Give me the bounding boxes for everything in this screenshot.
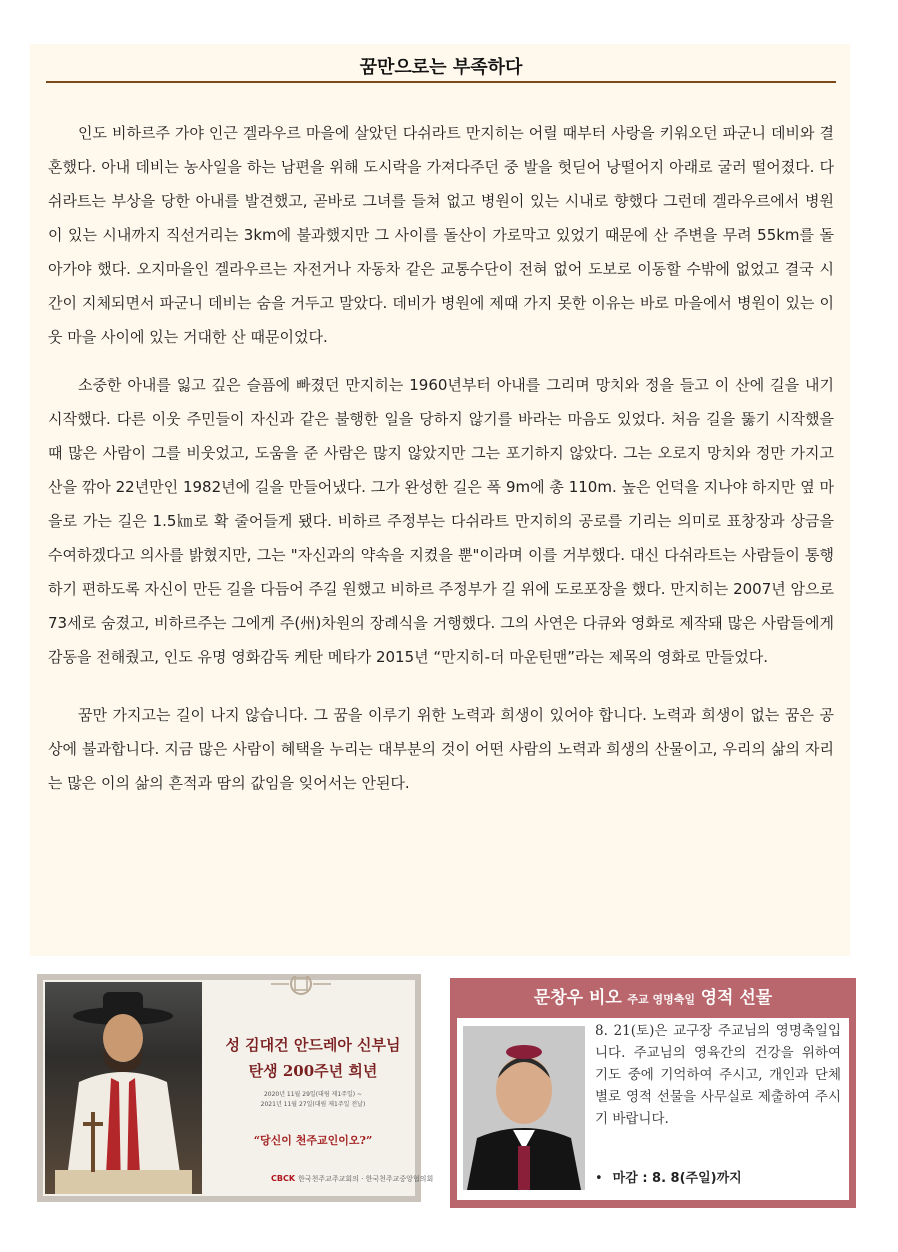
deadline-text: 마감 : 8. 8(주일)까지 — [612, 1171, 742, 1186]
deadline — [595, 1168, 845, 1190]
notice-body — [457, 1018, 849, 1200]
deadline-bullet: • — [595, 1171, 603, 1186]
feast-day-notice — [450, 978, 856, 1208]
bishop-figure-icon — [463, 1026, 585, 1190]
bishop-photo-image — [463, 1026, 585, 1190]
poster-title — [218, 1032, 408, 1084]
notice-gift: 영적 선물 — [700, 988, 773, 1008]
article-body — [48, 116, 834, 814]
saint-portrait-image — [45, 982, 202, 1194]
poster-panel — [43, 980, 434, 1196]
cbck-mark: CBCK — [271, 1174, 296, 1183]
paragraph-3: 꿈만 가지고는 길이 나지 않습니다. 그 꿈을 이루기 위한 노력과 희생이 있어야 합니다. 노력과 희생이 없는 꿈은 공상에 불과합니다. 지금 많은 사람이 혜택을 누리는 대부분의 것이 어떤 사람의 노력과 희생의 산물이고, 우리의 삶의 자리는 많은 이의 삶의 흔적과 땀의 값임을 잊어서는 안된다. — [48, 706, 834, 792]
title-divider — [46, 81, 836, 83]
jubilee-poster — [37, 974, 434, 1202]
notice-header — [450, 978, 856, 1018]
bishop-name: 문창우 비오 — [533, 988, 622, 1008]
notice-message: 8. 21(토)은 교구장 주교님의 영명축일입니다. 주교님의 영육간의 건강을 위하여 기도 중에 기억하여 주시고, 개인과 단체별로 영적 선물을 사무실로 제출하여 주시기 바랍니다. — [595, 1023, 841, 1127]
poster-dates — [218, 1090, 408, 1110]
paragraph-2: 소중한 아내를 잃고 깊은 슬픔에 빠졌던 만지히는 1960년부터 아내를 그리며 망치와 정을 들고 이 산에 길을 내기 시작했다. 다른 이웃 주민들이 자신과 같은 불행한 일을 당하지 않기를 바라는 마음도 있었다. 처음 길을 뚫기 시작했을 때 많은 사람이 그를 비웃었고, 도움을 준 사람은 많지 않았지만 그는 포기하지 않았다. 그는 오로지 망치와 정만 가지고 산을 깎아 22년만인 1982년에 길을 만들어냈다. 그가 완성한 길은 폭 9m에 총 110m. 높은 언덕을 지나야 하지만 옆 마을로 가는 길은 1.5㎞로 확 줄어들게 됐다. 비하르 주정부는 다쉬라트 만지히의 공로를 기리는 의미로 표창장과 상금을 수여하겠다고 의사를 밝혔지만, 그는 "자신과의 약속을 지켰을 뿐"이라며 이를 거부했다. 대신 다쉬라트는 사람들이 통행하기 편하도록 자신이 만든 길을 다듬어 주길 원했고 비하르 주정부가 길 위에 도로포장을 했다. 만지히는 2007년 암으로 73세로 숨졌고, 비하르주는 그에게 주(州)차원의 장례식을 거행했다. 그의 사연은 다큐와 영화로 제작돼 많은 사람들에게 감동을 전해줬고, 인도 유명 영화감독 케탄 메타가 2015년 “만지히-더 마운틴맨”라는 제목의 영화로 만들었다. — [48, 376, 834, 666]
notice-role: 주교 영명축일 — [627, 993, 695, 1006]
poster-date-start: 2020년 11월 29일(대림 제1주일) ~ — [263, 1091, 363, 1098]
poster-date-end: 2021년 11월 27일(대림 제1주일 전날) — [260, 1101, 366, 1108]
cbck-text: 한국천주교주교회의 · 한국천주교중앙협의회 — [298, 1175, 434, 1183]
saint-figure-icon — [45, 982, 202, 1194]
article-title: 꿈만으로는 부족하다 — [359, 57, 523, 78]
poster-title-line1: 성 김대건 안드레아 신부님 — [225, 1036, 401, 1054]
poster-quote: “당신이 천주교인이오?” — [253, 1134, 373, 1147]
poster-title-line2: 탄생 200주년 희년 — [248, 1062, 378, 1080]
article-section — [30, 44, 850, 956]
korean-knot-icon — [271, 976, 331, 1000]
paragraph-1: 인도 비하르주 가야 인근 겔라우르 마을에 살았던 다쉬라트 만지히는 어릴 때부터 사랑을 키워오던 파군니 데비와 결혼했다. 아내 데비는 농사일을 하는 남편을 위해 도시락을 가져다주던 중 발을 헛딛어 낭떨어지 아래로 굴러 떨어졌다. 다쉬라트는 부상을 당한 아내를 발견했고, 곧바로 그녀를 들쳐 없고 병원이 있는 시내로 향했다 그런데 겔라우르에서 병원이 있는 시내까지 직선거리는 3km에 불과했지만 그 사이를 돌산이 가로막고 있었기 때문에 산 주변을 무려 55km를 돌아가야 했다. 오지마을인 겔라우르는 자전거나 자동차 같은 교통수단이 전혀 없어 도보로 이동할 수밖에 없었고 결국 시간이 지체되면서 파군니 데비는 숨을 거두고 말았다. 데비가 병원에 제때 가지 못한 이유는 바로 마을에서 병원이 있는 이웃 마을 사이에 있는 거대한 산 때문이었다. — [48, 124, 834, 346]
cbck-logo — [271, 1174, 434, 1184]
